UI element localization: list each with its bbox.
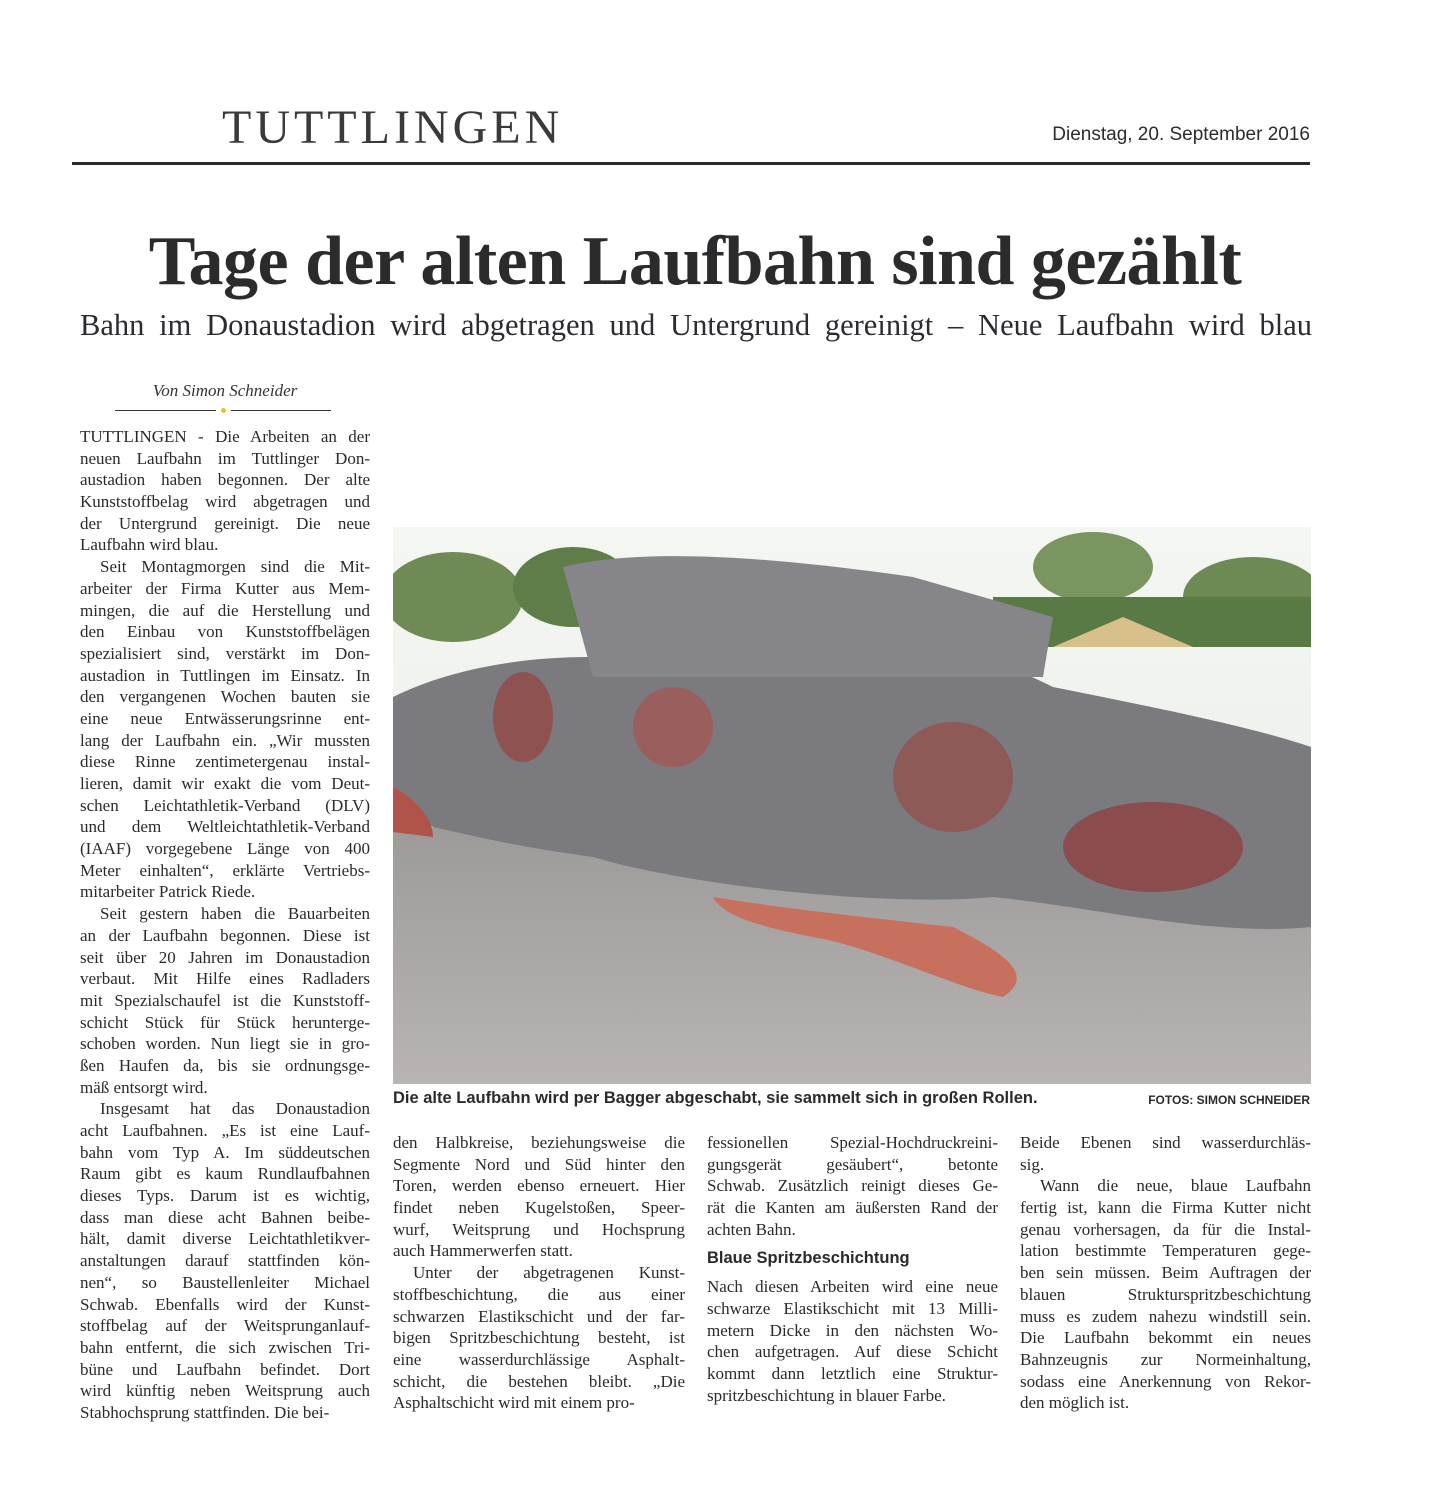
text-line: TUTTLINGEN - Die Arbeiten an der: [80, 427, 370, 446]
text-line: Schwab. Zusätzlich reinigt dieses Ge-: [707, 1176, 998, 1196]
headline: Tage der alten Laufbahn sind gezählt: [148, 223, 1242, 300]
text-line: mitarbeiter Patrick Riede.: [80, 882, 256, 902]
text-line: lieren, damit wir exakt die vom Deut-: [80, 774, 370, 793]
subheadline: Bahn im Donaustadion wird abgetragen und Untergrund gereinigt – Neue Laufbahn wird blau: [80, 308, 1312, 342]
text-line: Seit Montagmorgen sind die Mit-: [100, 557, 370, 577]
text-line: auch Hammerwerfen statt.: [393, 1241, 573, 1261]
text-line: den vergangenen Wochen bauten sie: [80, 687, 370, 707]
text-line: schoben worden. Nun liegt sie in gro-: [80, 1034, 370, 1054]
text-line: austadion in Tuttlingen im Einsatz. In: [80, 665, 370, 685]
text-line: den möglich ist.: [1020, 1393, 1130, 1413]
text-line: blauen Strukturspritzbeschichtung: [1020, 1284, 1311, 1304]
text-line: bahn entfernt, die sich zwischen Tri-: [80, 1337, 370, 1357]
byline-rule-left: [115, 410, 216, 411]
article-column-4: [1020, 1132, 1311, 1414]
text-line: schwarzen Elastikschicht und der far-: [393, 1306, 685, 1326]
text-line: seit über 20 Jahren im Donaustadion: [80, 947, 370, 967]
text-line: wird künftig neben Weitsprung auch: [80, 1381, 370, 1401]
text-line: Bahnzeugnis zur Normeinhaltung,: [1020, 1349, 1311, 1369]
text-line: diese Rinne zentimetergenau instal-: [80, 752, 370, 772]
text-line: den Einbau von Kunststoffbelägen: [80, 622, 370, 642]
text-line: spezialisiert sind, verstärkt im Don-: [80, 643, 370, 663]
text-line: lang der Laufbahn ein. „Wir mussten: [80, 730, 370, 750]
text-line: den Halbkreise, beziehungsweise die: [393, 1133, 685, 1152]
text-line: sig.: [1020, 1154, 1045, 1174]
text-line: Unter der abgetragenen Kunst-: [413, 1263, 685, 1283]
text-line: Toren, werden ebenso erneuert. Hier: [393, 1176, 685, 1196]
text-line: nen“, so Baustellenleiter Michael: [80, 1272, 370, 1292]
section-subheading: Blaue Spritzbeschichtung: [707, 1249, 910, 1268]
text-line: schwarze Elastikschicht mit 13 Milli-: [707, 1298, 998, 1318]
text-line: austadion haben begonnen. Der alte: [80, 470, 370, 490]
text-line: bigen Spritzbeschichtung besteht, ist: [393, 1328, 685, 1348]
text-line: hält, damit diverse Leichtathletikver-: [80, 1229, 370, 1249]
text-line: acht Laufbahnen. „Es ist eine Lauf-: [80, 1121, 370, 1140]
text-line: findet neben Kugelstoßen, Speer-: [393, 1198, 685, 1218]
text-line: an der Laufbahn begonnen. Diese ist: [80, 925, 370, 945]
text-line: wurf, Weitsprung und Hochsprung: [393, 1219, 685, 1239]
text-line: arbeiter der Firma Kutter aus Mem-: [80, 578, 370, 598]
article-photo: [393, 527, 1311, 1084]
text-line: Seit gestern haben die Bauarbeiten: [100, 904, 370, 924]
text-line: Meter einhalten“, erklärte Vertriebs-: [80, 860, 370, 880]
text-line: achten Bahn.: [707, 1219, 796, 1239]
photo-caption: Die alte Laufbahn wird per Bagger abgeschabt, sie sammelt sich in großen Rollen.: [393, 1089, 1038, 1107]
article-column-3: [707, 1132, 998, 1406]
text-line: Laufbahn wird blau.: [80, 535, 219, 555]
section-title: TUTTLINGEN: [222, 101, 564, 154]
text-line: ßen Haufen da, bis sie ordnungsge-: [80, 1055, 370, 1075]
text-line: sodass eine Anerkennung von Rekor-: [1020, 1371, 1311, 1391]
text-line: mit Spezialschaufel ist die Kunststoff-: [80, 990, 370, 1010]
text-line: lation bestimmte Temperaturen gege-: [1020, 1241, 1311, 1261]
text-line: (IAAF) vorgegebene Länge von 400: [80, 839, 370, 859]
text-line: anstaltungen darauf stattfinden kön-: [80, 1251, 370, 1271]
text-line: Stabhochsprung stattfinden. Die bei-: [80, 1402, 330, 1422]
issue-date: Dienstag, 20. September 2016: [1052, 124, 1310, 145]
photo-credit: FOTOS: SIMON SCHNEIDER: [1148, 1093, 1310, 1107]
text-line: verbaut. Mit Hilfe eines Radladers: [80, 969, 370, 989]
text-line: chen aufgetragen. Auf diese Schicht: [707, 1342, 998, 1362]
text-line: Insgesamt hat das Donaustadion: [100, 1099, 370, 1119]
text-line: neuen Laufbahn im Tuttlinger Don-: [80, 448, 370, 468]
text-line: Kunststoffbelag wird abgetragen und: [80, 492, 370, 512]
text-line: rät die Kanten am äußersten Rand der: [707, 1198, 998, 1218]
byline-rule-right: [231, 410, 331, 411]
text-line: gungsgerät gesäubert“, betonte: [707, 1154, 998, 1174]
text-line: eine neue Entwässerungsrinne ent-: [80, 708, 370, 728]
text-line: muss es zudem nahezu windstill sein.: [1020, 1306, 1311, 1326]
text-line: Segmente Nord und Süd hinter den: [393, 1154, 685, 1174]
text-line: dass man diese acht Bahnen beibe-: [80, 1207, 370, 1227]
byline: Von Simon Schneider: [152, 381, 298, 400]
article-column-1: [80, 426, 370, 1424]
text-line: dieses Typs. Darum ist es wichtig,: [80, 1186, 370, 1206]
text-line: schicht Stück für Stück herunterge-: [80, 1012, 370, 1032]
text-line: Wann die neue, blaue Laufbahn: [1040, 1176, 1311, 1196]
text-line: mäß entsorgt wird.: [80, 1077, 208, 1097]
text-line: Asphaltschicht wird mit einem pro-: [393, 1393, 635, 1413]
text-line: fessionellen Spezial-Hochdruckreini-: [707, 1133, 998, 1152]
header-rule: [72, 162, 1310, 165]
text-line: Nach diesen Arbeiten wird eine neue: [707, 1277, 998, 1297]
text-line: schicht, die bestehen bleibt. „Die: [393, 1371, 685, 1391]
photo-old-track-rolls: [393, 527, 1311, 1084]
text-line: der Untergrund gereinigt. Die neue: [80, 513, 370, 533]
text-line: Raum gibt es kaum Rundlaufbahnen: [80, 1164, 370, 1184]
text-line: mingen, die auf die Herstellung und: [80, 600, 370, 620]
text-line: ben sein müssen. Beim Auftragen der: [1020, 1263, 1311, 1283]
byline-dot: [221, 408, 226, 413]
text-line: metern Dicke in den nächsten Wo-: [707, 1320, 998, 1340]
article-column-2: [393, 1132, 685, 1414]
text-line: büne und Laufbahn befindet. Dort: [80, 1359, 370, 1379]
text-line: und dem Weltleichtathletik-Verband: [80, 817, 370, 837]
text-line: genau vorhersagen, da für die Instal-: [1020, 1219, 1311, 1239]
text-line: fertig ist, kann die Firma Kutter nicht: [1020, 1198, 1311, 1218]
text-line: eine wasserdurchlässige Asphalt-: [393, 1349, 685, 1369]
text-line: Beide Ebenen sind wasserdurchläs-: [1020, 1133, 1311, 1152]
text-line: bahn vom Typ A. Im süddeutschen: [80, 1142, 370, 1162]
text-line: Die Laufbahn bekommt ein neues: [1020, 1328, 1311, 1348]
text-line: stoffbelag auf der Weitsprunganlauf-: [80, 1316, 370, 1336]
text-line: stoffbeschichtung, die aus einer: [393, 1284, 685, 1304]
text-line: Schwab. Ebenfalls wird der Kunst-: [80, 1294, 370, 1314]
text-line: spritzbeschichtung in blauer Farbe.: [707, 1385, 946, 1405]
text-line: kommt dann letztlich eine Struktur-: [707, 1363, 998, 1383]
text-line: schen Leichtathletik-Verband (DLV): [80, 795, 370, 815]
